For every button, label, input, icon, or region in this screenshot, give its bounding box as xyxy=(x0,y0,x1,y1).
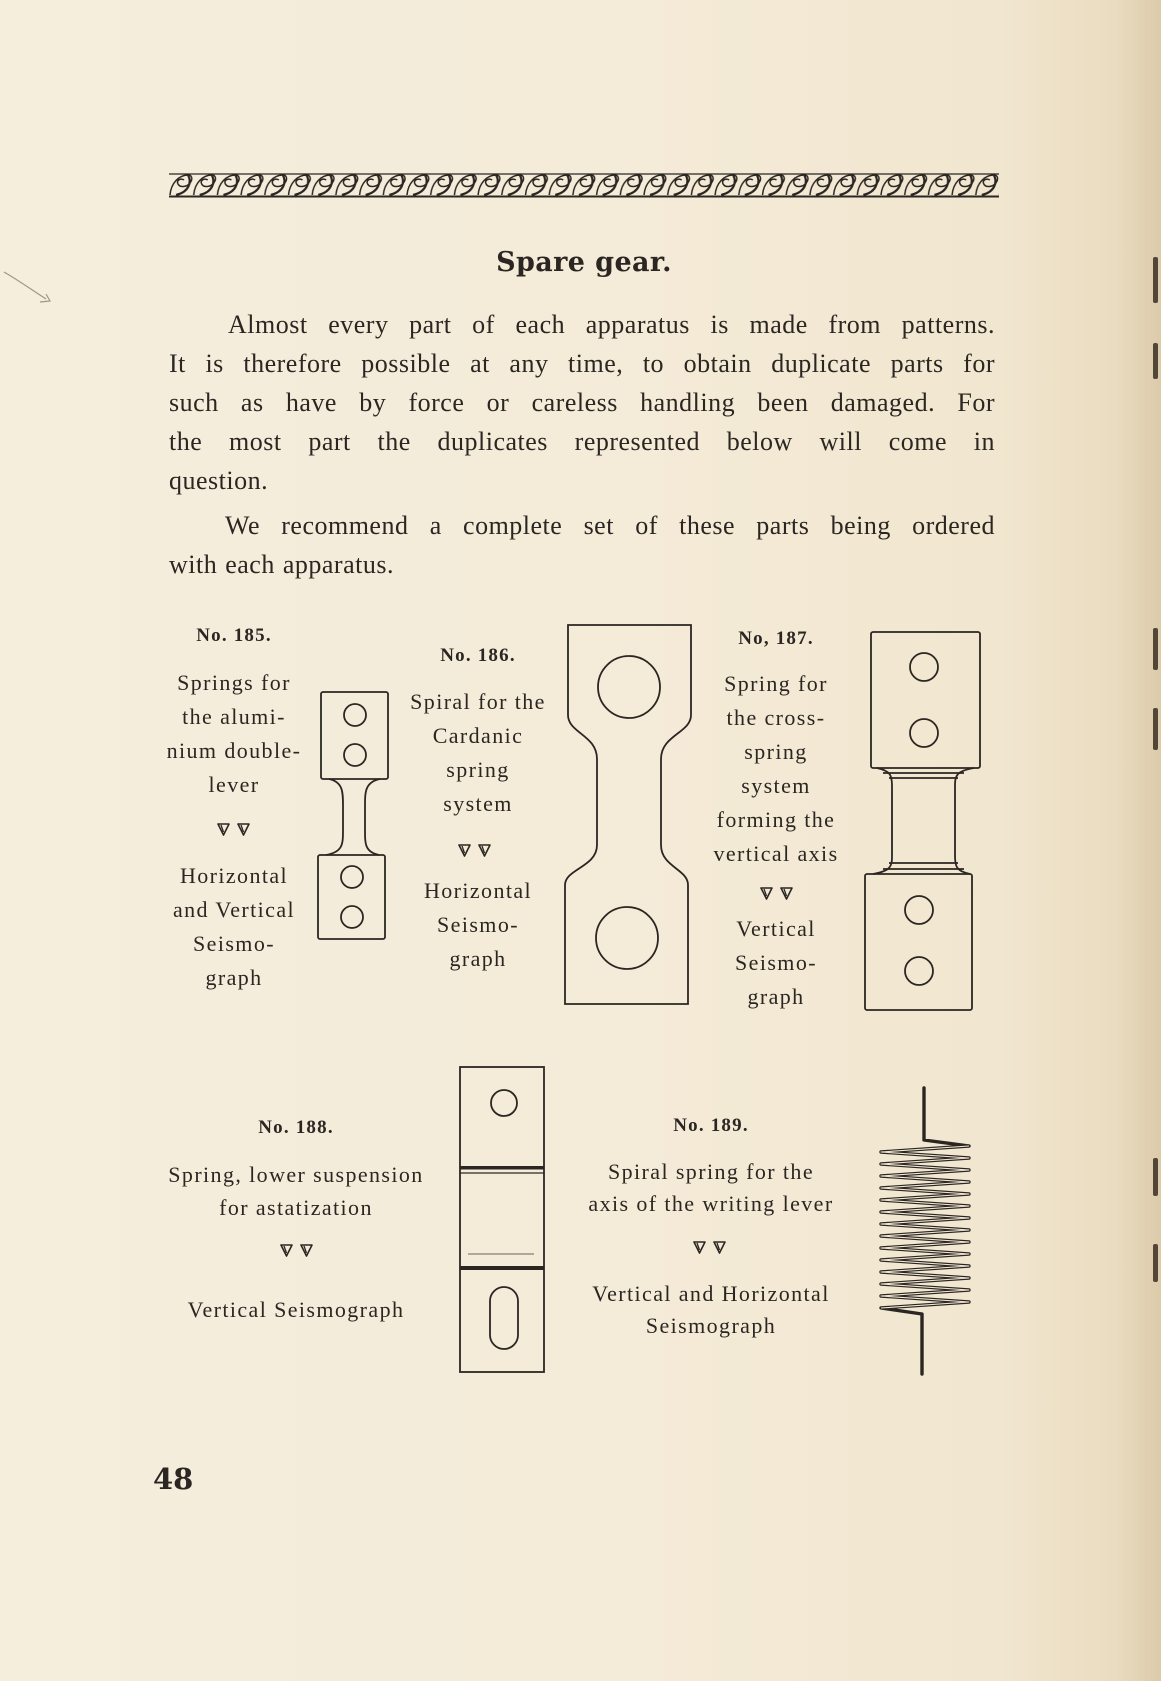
used-in-line: Vertical and Horizontal xyxy=(592,1281,830,1306)
neck-right-edge xyxy=(365,779,380,855)
intro-paragraph-1 xyxy=(169,305,995,500)
mounting-hole xyxy=(344,704,366,726)
intro-paragraph-2 xyxy=(169,506,995,584)
paragraph-line: such as have by force or careless handling been damaged. For xyxy=(169,388,995,417)
part-185-description xyxy=(154,666,314,802)
ornament-border xyxy=(169,170,999,200)
mounting-hole xyxy=(598,656,660,718)
part-186-number: No. 186. xyxy=(440,645,516,666)
used-in-line: graph xyxy=(747,984,805,1009)
paragraph-line: question. xyxy=(169,466,269,495)
part-186-description xyxy=(398,685,558,821)
binding-mark xyxy=(1153,628,1158,670)
binding-mark xyxy=(1153,257,1158,303)
description-line: spring xyxy=(446,757,510,782)
binding-mark xyxy=(1153,343,1158,379)
mounting-hole xyxy=(341,866,363,888)
mounting-hole xyxy=(344,744,366,766)
used-in-line: graph xyxy=(449,946,507,971)
binding-mark xyxy=(1153,1244,1158,1282)
part-186-drawing xyxy=(563,623,695,1008)
description-line: Cardanic xyxy=(432,723,524,748)
description-line: the alumi- xyxy=(182,704,286,729)
paragraph-line: Almost every part of each apparatus is made from patterns. xyxy=(228,310,995,339)
mounting-hole xyxy=(491,1090,517,1116)
suspension-strip xyxy=(460,1067,544,1372)
part-188-drawing xyxy=(458,1065,548,1375)
clamp-band xyxy=(460,1266,544,1270)
used-in-line: Seismo- xyxy=(437,912,519,937)
part-186-used-in xyxy=(398,874,558,976)
mounting-hole xyxy=(905,896,933,924)
mounting-hole xyxy=(596,907,658,969)
mounting-hole xyxy=(905,957,933,985)
description-line: axis of the writing lever xyxy=(588,1191,834,1216)
paragraph-line: the most part the duplicates represented below will come in xyxy=(169,427,995,456)
part-187-description xyxy=(696,667,856,871)
lower-plate xyxy=(318,855,385,939)
description-line: forming the xyxy=(716,807,836,832)
neck-left-edge xyxy=(326,779,343,855)
description-line: vertical axis xyxy=(713,841,839,866)
part-189-description xyxy=(561,1156,861,1220)
neck-rules xyxy=(883,773,964,869)
used-in-line: Seismograph xyxy=(645,1313,777,1338)
page-title: Spare gear. xyxy=(496,247,672,278)
ornament-divider-icon xyxy=(279,1243,315,1257)
spiral-plate-outline xyxy=(565,625,691,1004)
neck-left-edge xyxy=(873,768,892,874)
description-line: Springs for xyxy=(177,670,291,695)
description-line: spring xyxy=(744,739,808,764)
description-line: lever xyxy=(208,772,260,797)
description-line: for astatization xyxy=(219,1195,373,1220)
description-line: Spring, lower suspension xyxy=(168,1162,424,1187)
lower-plate xyxy=(865,874,972,1010)
pencil-mark-icon xyxy=(0,268,64,314)
paragraph-line: with each apparatus. xyxy=(169,550,394,579)
part-188-number: No. 188. xyxy=(258,1117,334,1138)
ornament-divider-icon xyxy=(759,886,795,900)
mounting-slot xyxy=(490,1287,518,1349)
used-in-line: Horizontal xyxy=(423,878,533,903)
description-line: Spiral spring for the xyxy=(608,1159,814,1184)
part-187-number: No, 187. xyxy=(738,628,814,649)
neck-right-edge xyxy=(955,768,974,874)
used-in-line: graph xyxy=(205,965,263,990)
description-line: nium double- xyxy=(166,738,302,763)
mounting-hole xyxy=(910,653,938,681)
used-in-line: and Vertical xyxy=(172,897,296,922)
mounting-hole xyxy=(910,719,938,747)
description-line: the cross- xyxy=(726,705,826,730)
part-185-used-in xyxy=(154,859,314,995)
used-in-line: Vertical Seismograph xyxy=(187,1297,405,1322)
part-188-description xyxy=(146,1158,446,1224)
clamp-band xyxy=(460,1166,544,1170)
paragraph-line: It is therefore possible at any time, to obtain duplicate parts for xyxy=(169,349,995,378)
part-185-number: No. 185. xyxy=(196,625,272,646)
pencil-stroke xyxy=(4,272,46,299)
description-line: system xyxy=(741,773,811,798)
used-in-line: Seismo- xyxy=(193,931,275,956)
description-line: system xyxy=(443,791,513,816)
used-in-line: Horizontal xyxy=(179,863,289,888)
part-189-used-in xyxy=(561,1278,861,1342)
ornament-divider-icon xyxy=(457,843,493,857)
part-189-number: No. 189. xyxy=(673,1115,749,1136)
paragraph-line: We recommend a complete set of these parts being ordered xyxy=(225,511,995,540)
part-189-drawing xyxy=(877,1086,973,1376)
ornament-divider-icon xyxy=(692,1240,728,1254)
used-in-line: Vertical xyxy=(736,916,816,941)
description-line: Spring for xyxy=(724,671,828,696)
binding-mark xyxy=(1153,708,1158,750)
part-187-drawing xyxy=(863,630,985,1014)
part-187-used-in xyxy=(696,912,856,1014)
description-line: Spiral for the xyxy=(410,689,546,714)
used-in-line: Seismo- xyxy=(735,950,817,975)
ornament-divider-icon xyxy=(216,822,252,836)
part-188-used-in xyxy=(146,1293,446,1327)
part-185-drawing xyxy=(316,690,392,942)
page-number: 48 xyxy=(153,1462,194,1496)
binding-mark xyxy=(1153,1158,1158,1196)
mounting-hole xyxy=(341,906,363,928)
